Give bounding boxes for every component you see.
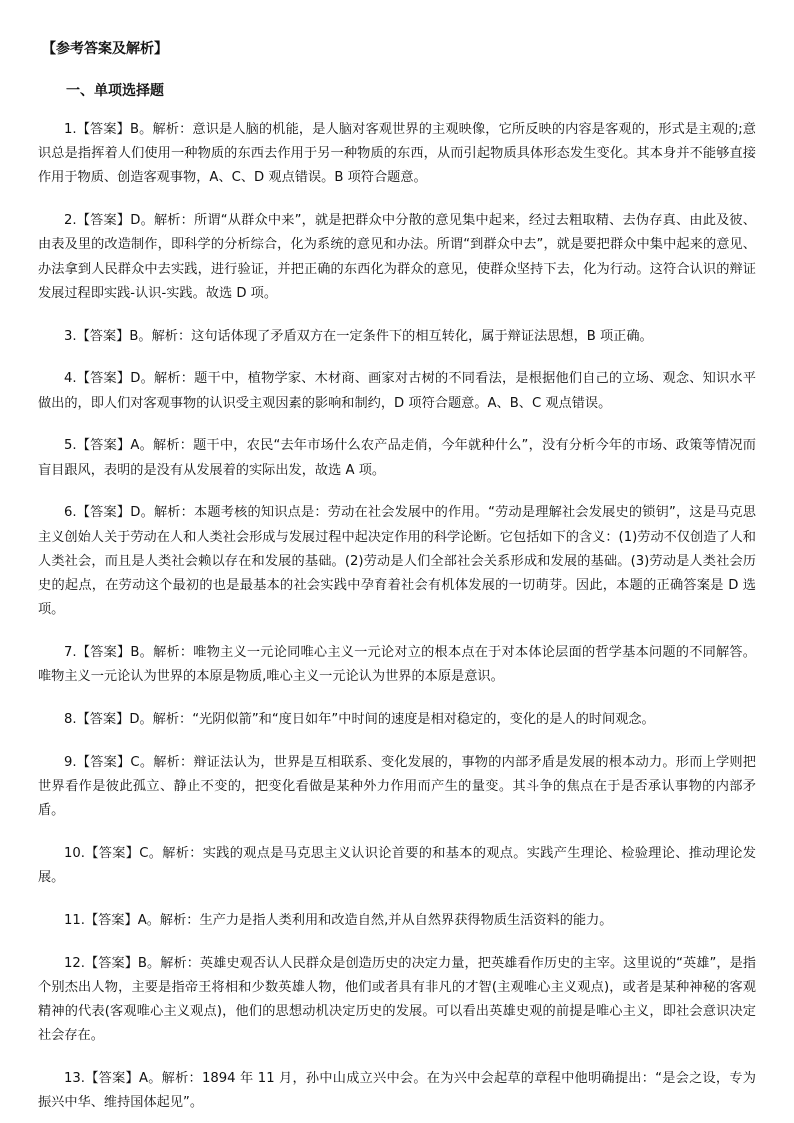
- answer-item-10: 10.【答案】C。解析：实践的观点是马克思主义认识论首要的和基本的观点。实践产生理论、检验理论、推动理论发展。: [38, 846, 756, 886]
- answer-item-8: 8.【答案】D。解析：“光阴似箭”和“度日如年”中时间的速度是相对稳定的，变化的是人的时间观念。: [64, 712, 655, 728]
- answer-item-7: 7.【答案】B。解析：唯物主义一元论同唯心主义一元论对立的根本点在于对本体论层面的哲学基本问题的不同解答。唯物主义一元论认为世界的本原是物质,唯心主义一元论认为世界的本原是意识。: [38, 645, 756, 685]
- answer-item-11: 11.【答案】A。解析：生产力是指人类利用和改造自然,并从自然界获得物质生活资料的能力。: [64, 913, 613, 929]
- section-title: 一、单项选择题: [66, 83, 164, 99]
- answer-item-5: 5.【答案】A。解析：题干中，农民“去年市场什么农产品走俏，今年就种什么”，没有分析今年的市场、政策等情况而盲目跟风，表明的是没有从发展着的实际出发，故选 A 项。: [38, 438, 756, 478]
- answer-item-6: 6.【答案】D。解析：本题考核的知识点是：劳动在社会发展中的作用。“劳动是理解社会发展史的锁钥”，这是马克思主义创始人关于劳动在人和人类社会形成与发展过程中起决定作用的科学论断。它包括如下的含义：(1)劳动不仅创造了人和人类社会，而且是人类社会赖以存在和发展的基础。(2)劳动是人们全部社会关系形成和发展的基础。(3)劳动是人类社会历史的起点，在劳动这个最初的也是最基本的社会实践中孕育着社会有机体发展的一切萌芽。因此，本题的正确答案是 D 选项。: [38, 505, 756, 618]
- answer-item-13: 13.【答案】A。解析：1894 年 11 月，孙中山成立兴中会。在为兴中会起草的章程中他明确提出：“是会之设，专为振兴中华、维持国体起见”。: [38, 1071, 756, 1111]
- answer-item-12: 12.【答案】B。解析：英雄史观否认人民群众是创造历史的决定力量，把英雄看作历史的主宰。这里说的“英雄”，是指个别杰出人物，主要是指帝王将相和少数英雄人物，他们或者具有非凡的才智(主观唯心主义观点)，或者是某种神秘的客观精神的代表(客观唯心主义观点)，他们的思想动机决定历史的发展。可以看出英雄史观的前提是唯心主义，即社会意识决定社会存在。: [38, 955, 756, 1044]
- answer-item-3: 3.【答案】B。解析：这句话体现了矛盾双方在一定条件下的相互转化，属于辩证法思想，B 项正确。: [64, 328, 653, 344]
- answer-item-4: 4.【答案】D。解析：题干中，植物学家、木材商、画家对古树的不同看法，是根据他们自己的立场、观念、知识水平做出的，即人们对客观事物的认识受主观因素的影响和制约，D 项符合题意。A、B、C 观点错误。: [38, 371, 756, 411]
- answer-list: [38, 118, 756, 1116]
- answer-item-2: 2.【答案】D。解析：所谓“从群众中来”，就是把群众中分散的意见集中起来，经过去粗取精、去伪存真、由此及彼、由表及里的改造制作，即科学的分析综合，化为系统的意见和办法。所谓“到群众中去”，就是要把群众中集中起来的意见、办法拿到人民群众中去实践，进行验证，并把正确的东西化为群众的意见，使群众坚持下去，化为行动。这符合认识的辩证发展过程即实践-认识-实践。故选 D 项。: [38, 213, 756, 301]
- answer-item-1: 1.【答案】B。解析：意识是人脑的机能，是人脑对客观世界的主观映像，它所反映的内容是客观的，形式是主观的;意识总是指挥着人们使用一种物质的东西去作用于另一种物质的东西，从而引起物质具体形态发生变化。其本身并不能够直接作用于物质、创造客观事物，A、C、D 观点错误。B 项符合题意。: [38, 122, 756, 186]
- answer-heading: 【参考答案及解析】: [42, 41, 168, 57]
- answer-item-9: 9.【答案】C。解析：辩证法认为，世界是互相联系、变化发展的，事物的内部矛盾是发展的根本动力。形而上学则把世界看作是彼此孤立、静止不变的，把变化看做是某种外力作用而产生的量变。其斗争的焦点在于是否承认事物的内部矛盾。: [38, 754, 756, 819]
